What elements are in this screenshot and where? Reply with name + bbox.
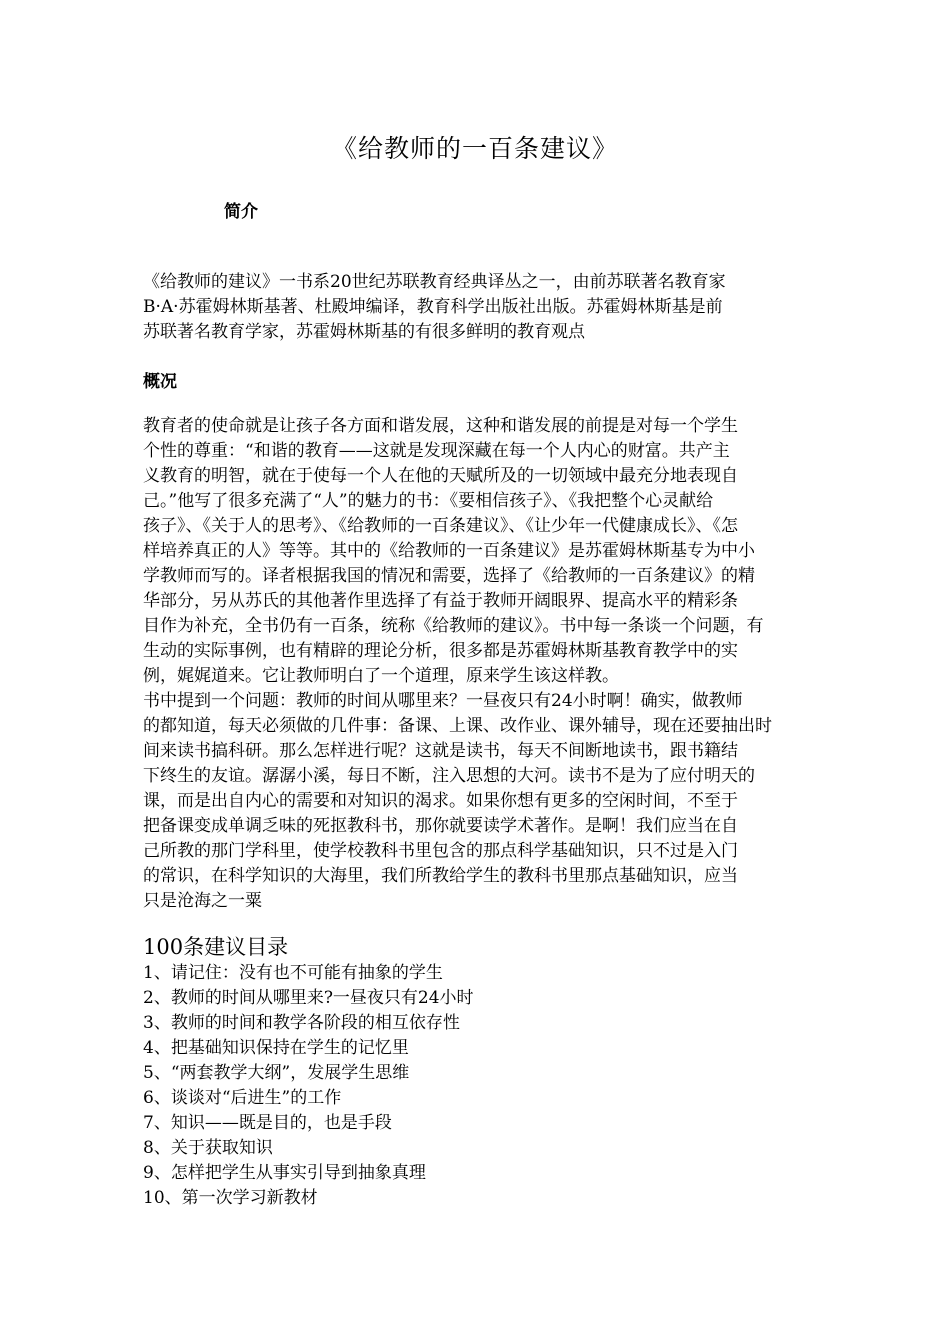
overview-line: 只是沧海之一粟 bbox=[143, 891, 262, 911]
intro-paragraph bbox=[143, 270, 813, 345]
overview-line: 书中提到一个问题：教师的时间从哪里来？一昼夜只有24小时啊！确实，做教师 bbox=[143, 691, 743, 711]
intro-heading: 简介 bbox=[224, 202, 258, 222]
toc-item: 9、怎样把学生从事实引导到抽象真理 bbox=[143, 1163, 426, 1183]
intro-line: 《给教师的建议》一书系20世纪苏联教育经典译丛之一，由前苏联著名教育家 bbox=[143, 272, 726, 292]
intro-line: 苏联著名教育学家，苏霍姆林斯基的有很多鲜明的教育观点 bbox=[143, 322, 585, 342]
overview-heading: 概况 bbox=[143, 372, 177, 392]
toc-item: 5、“两套教学大纲”，发展学生思维 bbox=[143, 1063, 410, 1083]
overview-paragraph bbox=[143, 414, 813, 914]
overview-line: 己。”他写了很多充满了“人”的魅力的书：《要相信孩子》、《我把整个心灵献给 bbox=[143, 491, 714, 511]
intro-line: B·A·苏霍姆林斯基著、杜殿坤编译，教育科学出版社出版。苏霍姆林斯基是前 bbox=[143, 297, 723, 317]
document-title: 《给教师的一百条建议》 bbox=[331, 134, 618, 163]
overview-line: 教育者的使命就是让孩子各方面和谐发展，这种和谐发展的前提是对每一个学生 bbox=[143, 416, 738, 436]
toc-list bbox=[143, 961, 474, 1211]
overview-line: 义教育的明智，就在于使每一个人在他的天赋所及的一切领域中最充分地表现自 bbox=[143, 466, 738, 486]
overview-line: 课，而是出自内心的需要和对知识的渴求。如果你想有更多的空闲时间，不至于 bbox=[143, 791, 738, 811]
toc-title: 100条建议目录 bbox=[143, 935, 289, 959]
toc-item: 7、知识——既是目的，也是手段 bbox=[143, 1113, 392, 1133]
overview-line: 的都知道，每天必须做的几件事：备课、上课、改作业、课外辅导，现在还要抽出时 bbox=[143, 716, 772, 736]
overview-line: 学教师而写的。译者根据我国的情况和需要，选择了《给教师的一百条建议》的精 bbox=[143, 566, 755, 586]
overview-line: 样培养真正的人》等等。其中的《给教师的一百条建议》是苏霍姆林斯基专为中小 bbox=[143, 541, 755, 561]
overview-line: 例，娓娓道来。它让教师明白了一个道理，原来学生该这样教。 bbox=[143, 666, 619, 686]
toc-item: 8、关于获取知识 bbox=[143, 1138, 273, 1158]
overview-line: 下终生的友谊。潺潺小溪，每日不断，注入思想的大河。读书不是为了应付明天的 bbox=[143, 766, 755, 786]
toc-item: 10、第一次学习新教材 bbox=[143, 1188, 318, 1208]
toc-item: 4、把基础知识保持在学生的记忆里 bbox=[143, 1038, 409, 1058]
overview-line: 个性的尊重：“和谐的教育——这就是发现深藏在每一个人内心的财富。共产主 bbox=[143, 441, 730, 461]
overview-line: 目作为补充，全书仍有一百条，统称《给教师的建议》。书中每一条谈一个问题，有 bbox=[143, 616, 764, 636]
overview-line: 孩子》、《关于人的思考》、《给教师的一百条建议》、《让少年一代健康成长》、《怎 bbox=[143, 516, 738, 536]
overview-line: 把备课变成单调乏味的死抠教科书，那你就要读学术著作。是啊！我们应当在自 bbox=[143, 816, 738, 836]
overview-line: 间来读书搞科研。那么怎样进行呢？这就是读书，每天不间断地读书，跟书籍结 bbox=[143, 741, 738, 761]
overview-line: 生动的实际事例，也有精辟的理论分析，很多都是苏霍姆林斯基教育教学中的实 bbox=[143, 641, 738, 661]
toc-item: 6、谈谈对“后进生”的工作 bbox=[143, 1088, 342, 1108]
overview-line: 己所教的那门学科里，使学校教科书里包含的那点科学基础知识，只不过是入门 bbox=[143, 841, 738, 861]
overview-line: 的常识，在科学知识的大海里，我们所教给学生的教科书里那点基础知识，应当 bbox=[143, 866, 738, 886]
overview-line: 华部分，另从苏氏的其他著作里选择了有益于教师开阔眼界、提高水平的精彩条 bbox=[143, 591, 738, 611]
toc-item: 2、教师的时间从哪里来?一昼夜只有24小时 bbox=[143, 988, 474, 1008]
toc-item: 1、请记住：没有也不可能有抽象的学生 bbox=[143, 963, 443, 983]
toc-item: 3、教师的时间和教学各阶段的相互依存性 bbox=[143, 1013, 460, 1033]
